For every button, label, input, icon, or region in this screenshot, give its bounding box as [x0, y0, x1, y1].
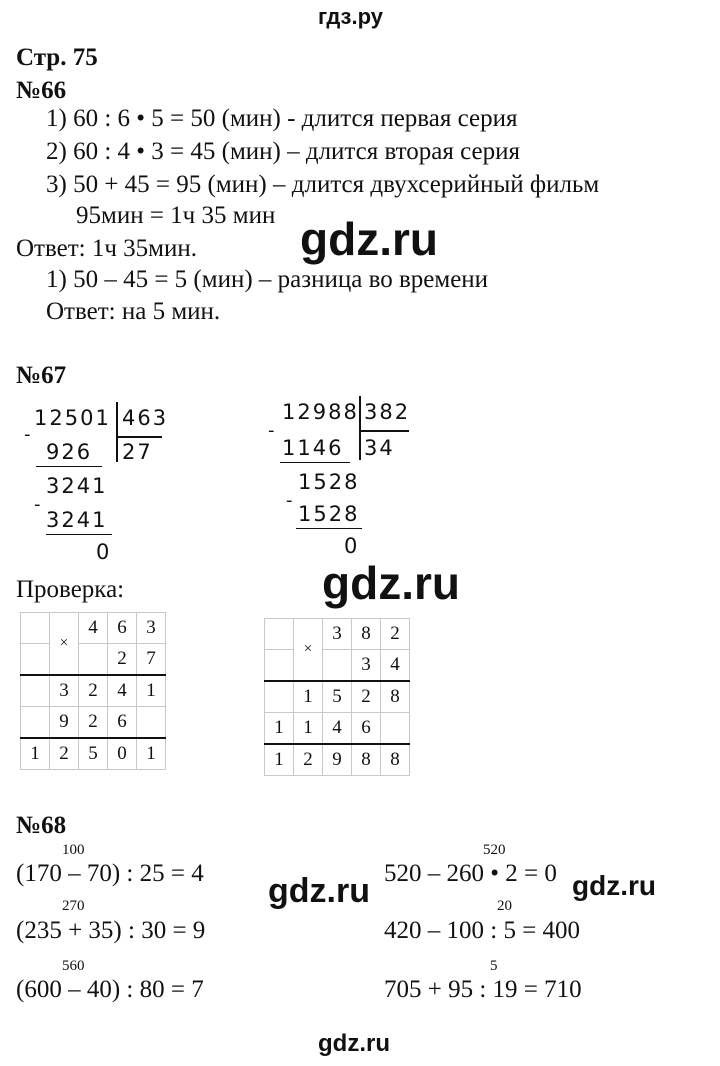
grid-cell: 9: [50, 707, 79, 739]
grid-cell: [79, 644, 108, 676]
grid-cell: [21, 707, 50, 739]
grid-cell: 3: [50, 675, 79, 707]
grid-cell: 2: [50, 738, 79, 770]
intermediate-value: 5: [490, 958, 498, 974]
multiply-sign: ×: [50, 613, 79, 676]
grid-cell: 1: [137, 738, 166, 770]
grid-cell: 1: [294, 681, 323, 713]
task-66-line-1: 1) 60 : 6 • 5 = 50 (мин) - длится первая серия: [46, 105, 518, 132]
quotient-2: 34: [364, 436, 395, 460]
grid-cell: 1: [265, 744, 294, 776]
grid-cell: [265, 681, 294, 713]
check-label: Проверка:: [16, 576, 125, 603]
grid-cell: 3: [323, 619, 352, 650]
grid-cell: 6: [108, 613, 137, 644]
grid-cell: 2: [352, 681, 381, 713]
grid-cell: 8: [381, 744, 410, 776]
grid-cell: 6: [352, 713, 381, 745]
grid-cell: 1: [265, 713, 294, 745]
expression-right-1: 520 – 260 • 2 = 0: [384, 860, 557, 887]
grid-cell: 2: [381, 619, 410, 650]
footer-watermark[interactable]: gdz.ru: [318, 1030, 390, 1057]
task-66-line-4: 1) 50 – 45 = 5 (мин) – разница во времени: [46, 266, 489, 293]
remainder-2b: 0: [344, 534, 360, 558]
grid-cell: [265, 619, 294, 650]
task-66-answer-2: Ответ: на 5 мин.: [46, 298, 221, 325]
minus-sign: -: [268, 420, 277, 441]
subtrahend-1a: 926: [46, 440, 93, 464]
grid-cell: [137, 707, 166, 739]
grid-cell: 4: [79, 613, 108, 644]
watermark-2: gdz.ru: [322, 557, 460, 609]
remainder-2a: 1528: [298, 470, 360, 494]
check-grid-2: [264, 618, 410, 776]
grid-cell: [265, 650, 294, 682]
intermediate-value: 560: [62, 958, 85, 974]
grid-cell: 4: [108, 675, 137, 707]
expression-left-2: (235 + 35) : 30 = 9: [16, 917, 206, 944]
task-66-conversion: 95мин = 1ч 35 мин: [76, 202, 276, 229]
grid-cell: 8: [381, 681, 410, 713]
divisor-1: 463: [122, 406, 169, 430]
watermark-3: gdz.ru: [268, 872, 370, 910]
multiply-sign: ×: [294, 619, 323, 682]
grid-cell: 3: [137, 613, 166, 644]
grid-cell: 5: [323, 681, 352, 713]
site-header[interactable]: гдз.ру: [318, 4, 383, 29]
quotient-1: 27: [122, 440, 153, 464]
dividend-2: 12988: [282, 400, 359, 424]
remainder-1b: 0: [96, 540, 112, 564]
grid-cell: 4: [381, 650, 410, 682]
grid-cell: [21, 613, 50, 644]
grid-cell: 6: [108, 707, 137, 739]
grid-cell: 1: [137, 675, 166, 707]
minus-sign: -: [286, 490, 295, 511]
watermark-4: gdz.ru: [572, 870, 656, 901]
task-67-title: №67: [16, 362, 67, 389]
subtrahend-1b: 3241: [46, 508, 108, 532]
task-68-title: №68: [16, 812, 67, 839]
grid-cell: [381, 713, 410, 745]
expression-left-1: (170 – 70) : 25 = 4: [16, 860, 204, 887]
grid-cell: 7: [137, 644, 166, 676]
grid-cell: 2: [79, 707, 108, 739]
task-66-line-3: 3) 50 + 45 = 95 (мин) – длится двухсерийный фильм: [46, 171, 600, 198]
subtrahend-2a: 1146: [282, 436, 344, 460]
grid-cell: 1: [21, 738, 50, 770]
remainder-1a: 3241: [46, 474, 108, 498]
grid-cell: [323, 650, 352, 682]
grid-cell: 3: [352, 650, 381, 682]
task-66-answer-1: Ответ: 1ч 35мин.: [16, 235, 198, 262]
grid-cell: 0: [108, 738, 137, 770]
grid-cell: 8: [352, 744, 381, 776]
grid-cell: 5: [79, 738, 108, 770]
grid-cell: 4: [323, 713, 352, 745]
grid-cell: [21, 675, 50, 707]
minus-sign: -: [24, 424, 33, 445]
dividend-1: 12501: [34, 406, 111, 430]
task-66-title: №66: [16, 77, 67, 104]
intermediate-value: 20: [497, 898, 512, 914]
subtrahend-2b: 1528: [298, 502, 360, 526]
divisor-2: 382: [364, 400, 411, 424]
intermediate-value: 520: [483, 842, 506, 858]
grid-cell: 2: [79, 675, 108, 707]
expression-left-3: (600 – 40) : 80 = 7: [16, 976, 204, 1003]
task-66-line-2: 2) 60 : 4 • 3 = 45 (мин) – длится вторая серия: [46, 138, 520, 165]
expression-right-2: 420 – 100 : 5 = 400: [384, 917, 581, 944]
grid-cell: 2: [108, 644, 137, 676]
grid-cell: [21, 644, 50, 676]
minus-sign: -: [34, 494, 43, 515]
grid-cell: 9: [323, 744, 352, 776]
grid-cell: 8: [352, 619, 381, 650]
intermediate-value: 270: [62, 898, 85, 914]
grid-cell: 2: [294, 744, 323, 776]
grid-cell: 1: [294, 713, 323, 745]
watermark-1: gdz.ru: [300, 213, 438, 265]
expression-right-3: 705 + 95 : 19 = 710: [384, 976, 582, 1003]
intermediate-value: 100: [62, 842, 85, 858]
check-grid-1: [20, 612, 166, 770]
page-label: Стр. 75: [16, 44, 98, 71]
